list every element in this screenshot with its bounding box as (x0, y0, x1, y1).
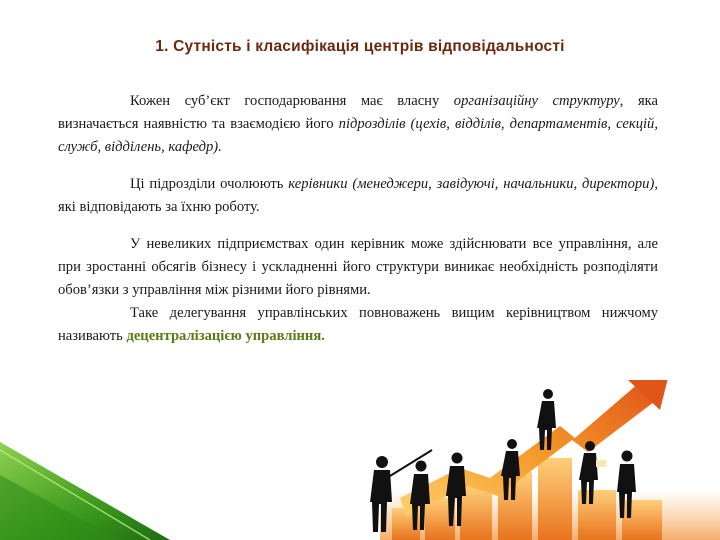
business-growth-illustration (0, 380, 720, 540)
slide-title: 1. Сутність і класифікація центрів відповідальності (155, 38, 565, 55)
p1-text-c: , яка визначається наявністю та взаємодією його (58, 93, 658, 132)
p2-term-managers: керівники (менеджери, завідуючі, начальники, директори) (288, 176, 655, 192)
paragraph-delegation (58, 302, 658, 348)
green-corner-decoration (0, 442, 170, 540)
p4-text-a: Таке делегування управлінських повноважень вищим керівництвом нижчому називають (58, 305, 658, 344)
p2-text-a: Ці підрозділи очолюють (130, 176, 289, 192)
paragraph-managers (58, 173, 658, 219)
p1-term-divisions: підрозділів (цехів, відділів, департаментів, секцій, служб, відділень, кафедр). (58, 116, 658, 155)
paragraph-structure (58, 90, 658, 159)
slide-body (58, 90, 658, 348)
paragraph-small-business: У невеликих підприємствах один керівник може здійснювати все управління, але при зростанні обсягів бізнесу і ускладненні його структури виникає необхідність розподіляти обов’язки з управління між різними його рівнями. (58, 236, 658, 298)
p2-text-c: , які відповідають за їхню роботу. (58, 176, 658, 215)
p4-term-decentralization: децентралізацією управління. (126, 328, 325, 344)
p1-text-a: Кожен суб’єкт господарювання має власну (130, 93, 454, 109)
p1-term-structure: організаційну структуру (453, 93, 620, 109)
